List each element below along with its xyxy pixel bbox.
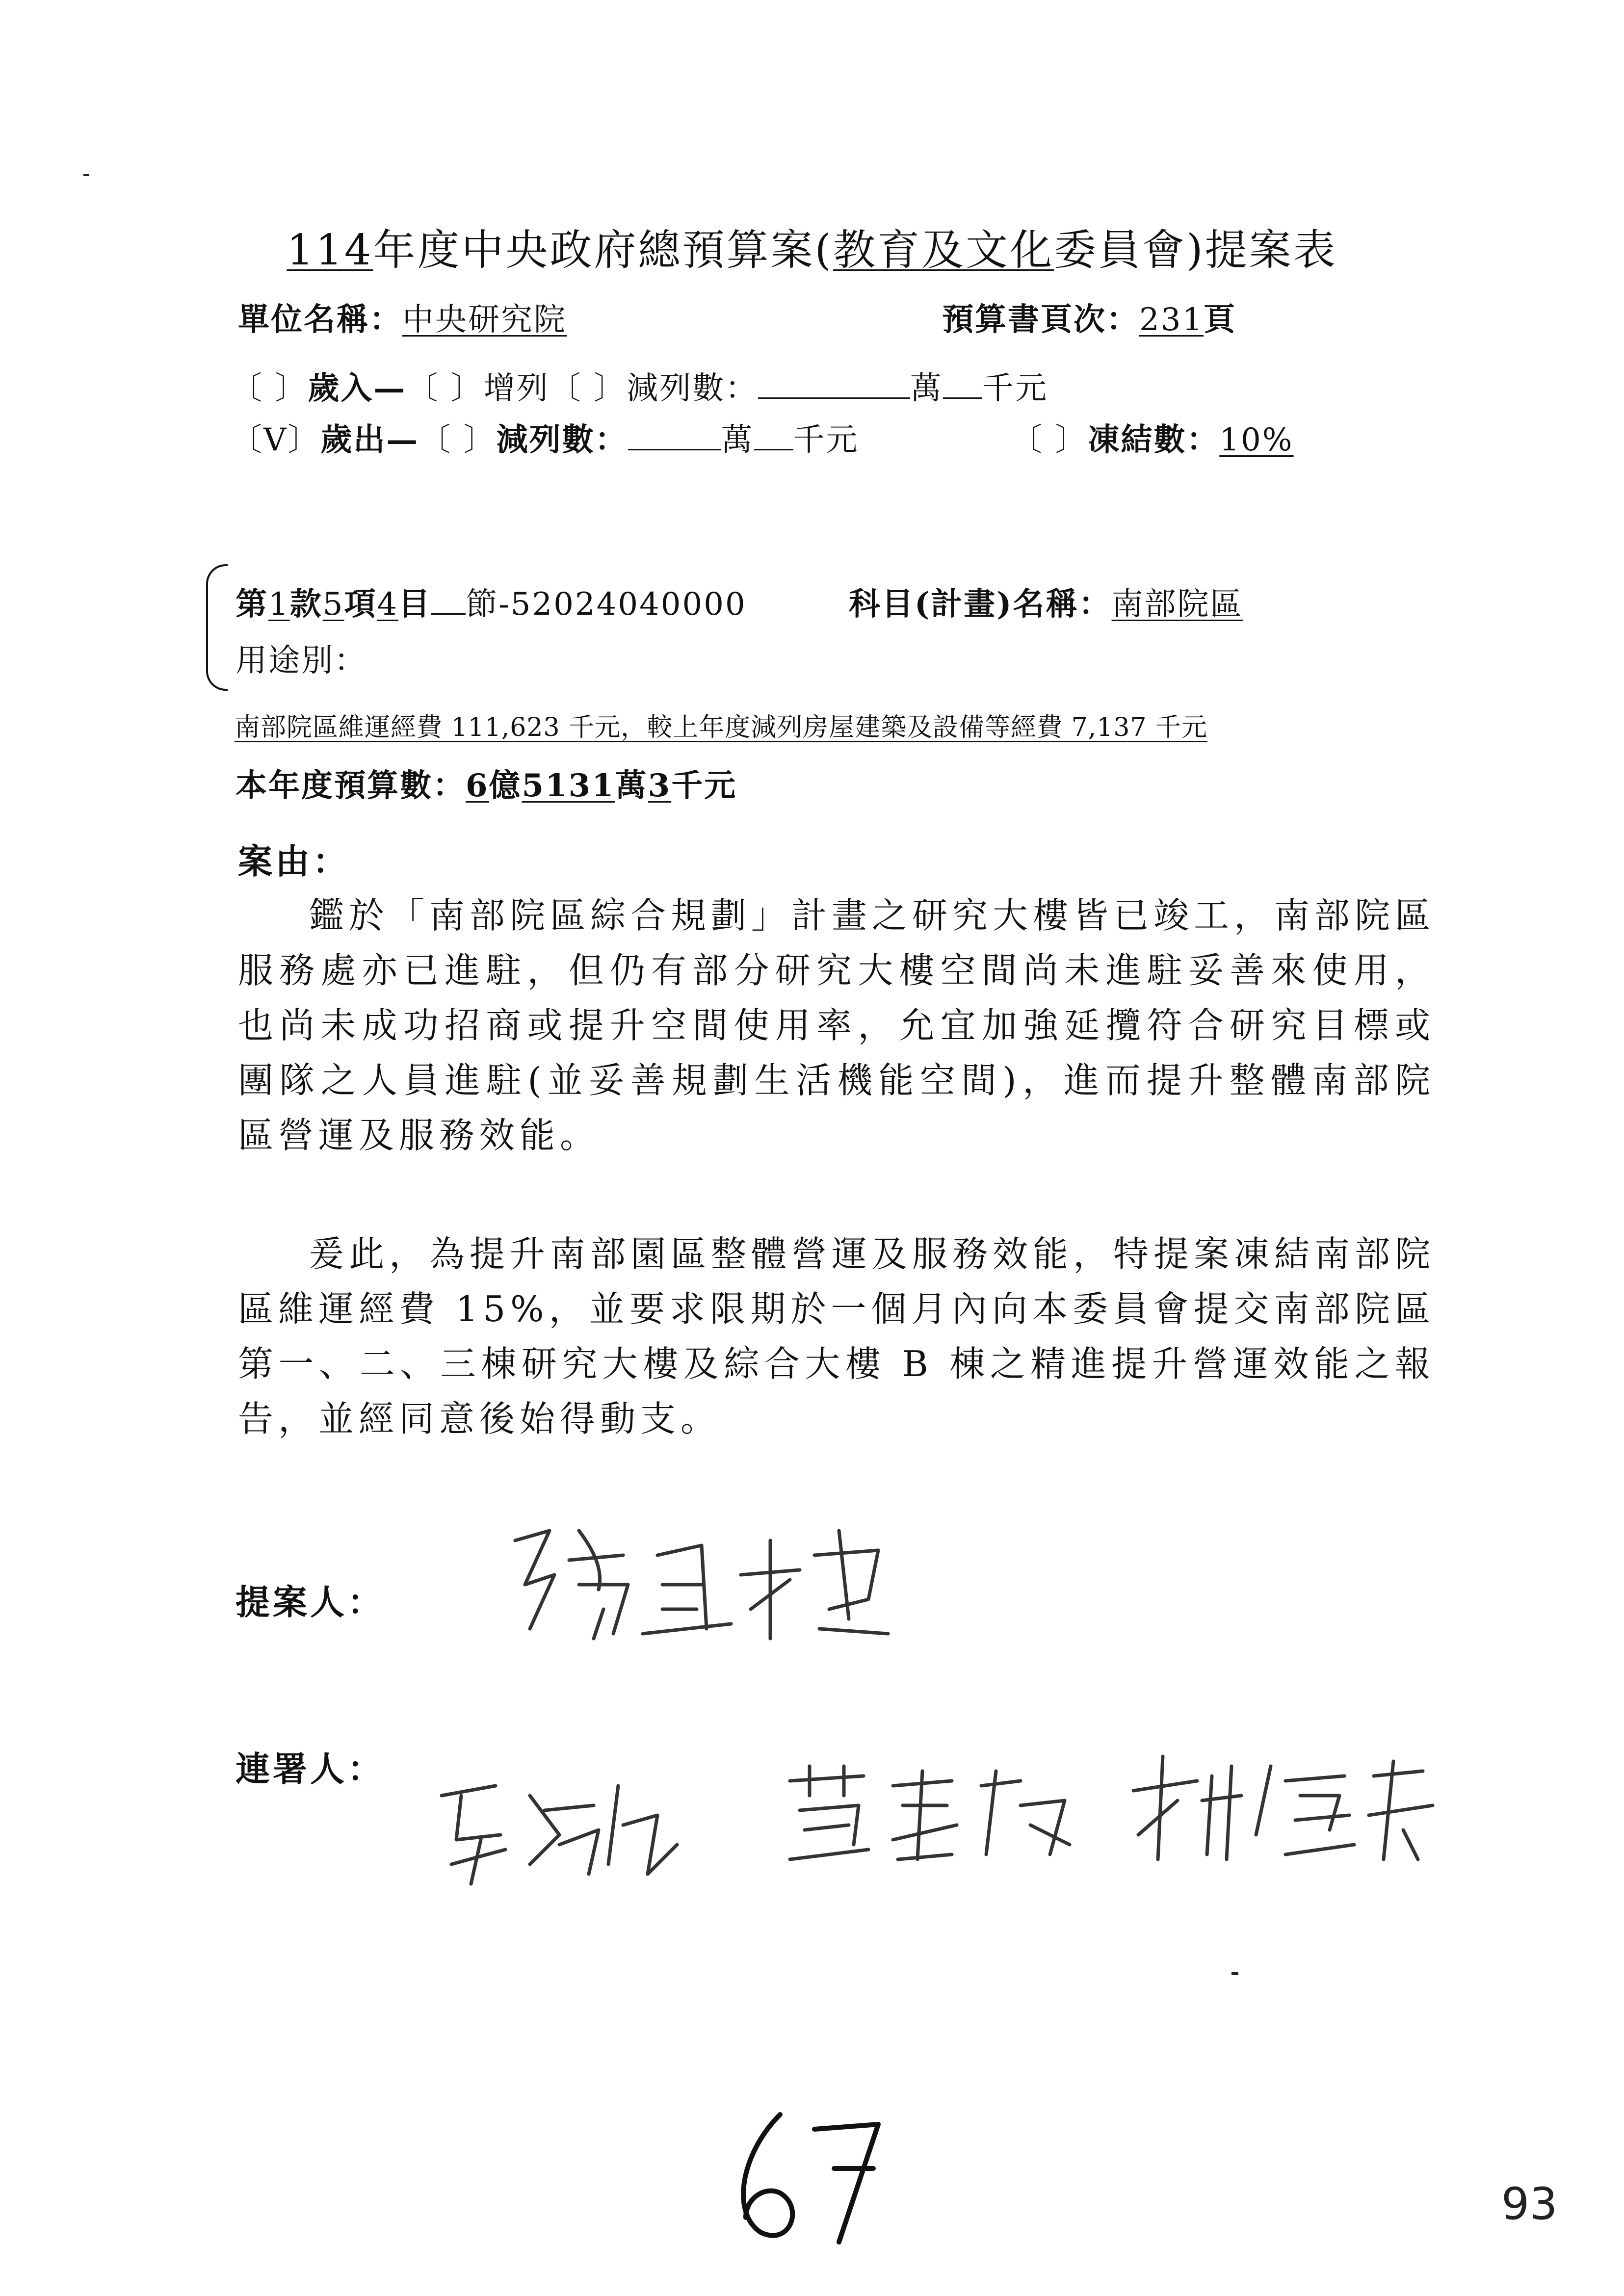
title-year: 114 [287,226,373,275]
revenue-wan-label: 萬 [910,370,943,407]
page-ref-row [942,294,1236,339]
reason-paragraph-1: 鑑於「南部院區綜合規劃」計畫之研究大樓皆已竣工，南部院區服務處亦已進駐，但仍有部分研究大樓空間尚未進駐妥善來使用，也尚未成功招商或提升空間使用率，允宜加強延攬符合研究目標或團隊之人員進駐(並妥善規劃生活機能空間)，進而提升整體南部院區營運及服務效能。 [238,895,1436,1156]
cosigner-label: 連署人： [236,1748,385,1789]
mu-label: 目 [398,586,432,623]
scan-speck [1231,1972,1238,1975]
subject-label: 科目(計畫)名稱： [849,586,1112,623]
revenue-row [231,363,1048,408]
kuan-label: 款 [289,586,323,623]
title-tail: 委員會)提案表 [1054,226,1337,275]
unit-label: 單位名稱： [238,301,402,338]
revenue-decrease-checkbox: 〔 〕 [549,370,627,407]
expense-qian-label: 千元 [793,422,859,458]
revenue-wan-blank [758,369,910,399]
budget-yi: 6 [466,767,489,804]
budget-row [236,760,737,806]
unit-value: 中央研究院 [402,302,567,338]
xiang-value: 5 [322,586,344,623]
expense-row [231,415,859,460]
item-bracket [206,564,228,691]
xiang-label: 項 [344,586,377,623]
page-ref-label: 預算書頁次： [942,301,1139,338]
revenue-qian-label: 千元 [982,370,1048,407]
revenue-qian-blank [943,369,982,399]
proposer-label: 提案人： [236,1582,385,1622]
title-committee: 教育及文化 [833,226,1054,275]
title-mid: 年度中央政府總預算案( [373,226,834,275]
freeze-label: 凍結數： [1088,421,1220,458]
expense-decrease-label: 減列數： [496,421,628,458]
expense-qian-blank [754,420,793,450]
jie-label: 節-52024040000 [466,586,747,623]
revenue-increase-checkbox: 〔 〕 [406,370,484,407]
page-ref-value: 231 [1139,302,1204,338]
expense-decrease-checkbox: 〔 〕 [419,422,497,458]
reason-paragraph-2: 爰此，為提升南部園區整體營運及服務效能，特提案凍結南部院區維運經費 15%，並要求限期於一個月內向本委員會提交南部院區第一、二、三棟研究大樓及綜合大樓 B 棟之精進提升營運效能之報告，並經同意後始得動支。 [238,1233,1436,1439]
budget-label: 本年度預算數： [236,767,466,804]
kuan-value: 1 [268,586,290,623]
mu-value: 4 [377,586,399,623]
proposer-signature [496,1511,986,1658]
cosigner-signature-3 [1119,1747,1442,1869]
expense-wan-blank [628,420,721,450]
jie-blank [431,585,466,615]
subject-row [849,579,1243,624]
revenue-decrease-label: 減列數： [627,370,759,407]
kuan-prefix: 第 [236,586,268,623]
subject-value: 南部院區 [1111,586,1243,623]
expense-wan-label: 萬 [721,422,754,458]
expense-label: 歲出— [320,421,419,458]
unit-row [238,294,567,339]
reason-heading: 案由： [238,841,350,882]
item-row [236,579,747,624]
page-number: 93 [1501,2178,1558,2230]
revenue-label: 歲入— [308,370,407,407]
freeze-row [1011,415,1294,460]
revenue-increase-label: 增列 [483,370,550,407]
form-title [0,216,1624,277]
budget-wan: 5131 [522,767,615,804]
cosigner-signature-2 [775,1756,1079,1869]
freeze-value: 10% [1219,422,1294,458]
usage-note: 南部院區維運經費 111,623 千元，較上年度減列房屋建築及設備等經費 7,137 千元 [235,713,1208,742]
freeze-checkbox: 〔 〕 [1011,422,1088,458]
budget-yi-label: 億 [489,767,522,804]
handwritten-number [721,2100,898,2257]
scan-speck [83,174,89,176]
budget-wan-label: 萬 [615,767,648,804]
usage-label: 用途別： [236,643,367,679]
budget-qian-label: 千元 [671,767,737,804]
page-ref-suffix: 頁 [1204,301,1237,338]
budget-qian: 3 [648,767,672,804]
cosigner-signature-1 [432,1766,687,1894]
expense-checkbox: 〔V〕 [231,422,321,458]
revenue-checkbox: 〔 〕 [231,370,308,407]
